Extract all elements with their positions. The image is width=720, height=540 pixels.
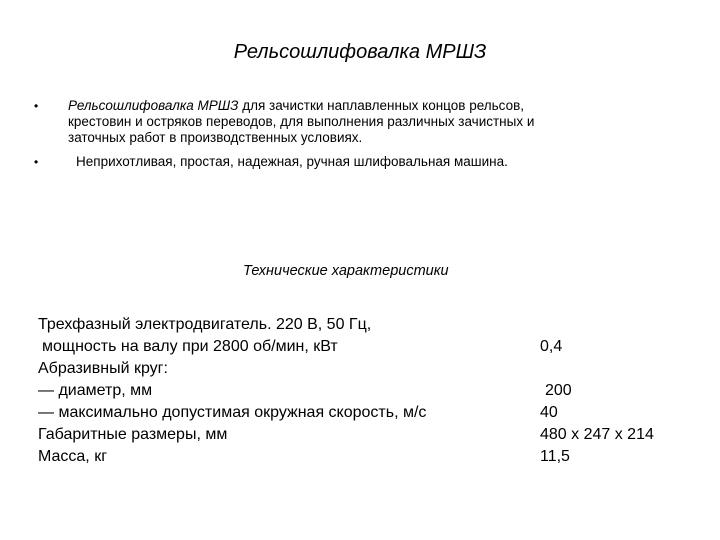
spec-label: Трехфазный электродвигатель. 220 В, 50 Гц,	[38, 316, 372, 333]
spec-value: 40	[540, 404, 558, 421]
bullet-marker: •	[34, 155, 39, 169]
page-title: Рельсошлифовалка МРШЗ	[233, 41, 487, 63]
spec-row	[38, 358, 698, 380]
bullet-line: крестовин и остряков переводов, для выполнения различных зачистных и	[68, 114, 535, 129]
bullet-line: заточных работ в производственных условиях.	[68, 130, 363, 145]
spec-label: — диаметр, мм	[38, 382, 153, 399]
spec-value: 200	[545, 382, 572, 399]
bullet-item-features: Неприхотливая, простая, надежная, ручная шлифовальная машина.	[76, 154, 508, 169]
spec-value: 0,4	[540, 338, 563, 355]
spec-label: Масса, кг	[38, 448, 108, 465]
spec-row	[38, 424, 698, 446]
spec-label: Абразивный круг:	[38, 360, 168, 377]
spec-label: мощность на валу при 2800 об/мин, кВт	[42, 338, 338, 355]
spec-row	[38, 336, 698, 358]
spec-label: Габаритные размеры, мм	[38, 426, 228, 443]
specs-heading: Технические характеристики	[243, 263, 449, 279]
bullet-line-rest: для зачистки наплавленных концов рельсов,	[238, 98, 525, 113]
spec-value: 480 х 247 х 214	[540, 426, 654, 443]
spec-row	[38, 402, 698, 424]
spec-row	[38, 446, 698, 468]
spec-label: — максимально допустимая окружная скорость, м/с	[38, 404, 427, 421]
spec-row	[38, 380, 698, 402]
bullet-item-description	[68, 98, 668, 146]
spec-value: 11,5	[540, 448, 570, 465]
bullet-line	[68, 98, 668, 114]
product-name-emphasis: Рельсошлифовалка МРШЗ	[68, 98, 239, 113]
bullet-marker: •	[34, 99, 39, 113]
spec-row	[38, 314, 698, 336]
